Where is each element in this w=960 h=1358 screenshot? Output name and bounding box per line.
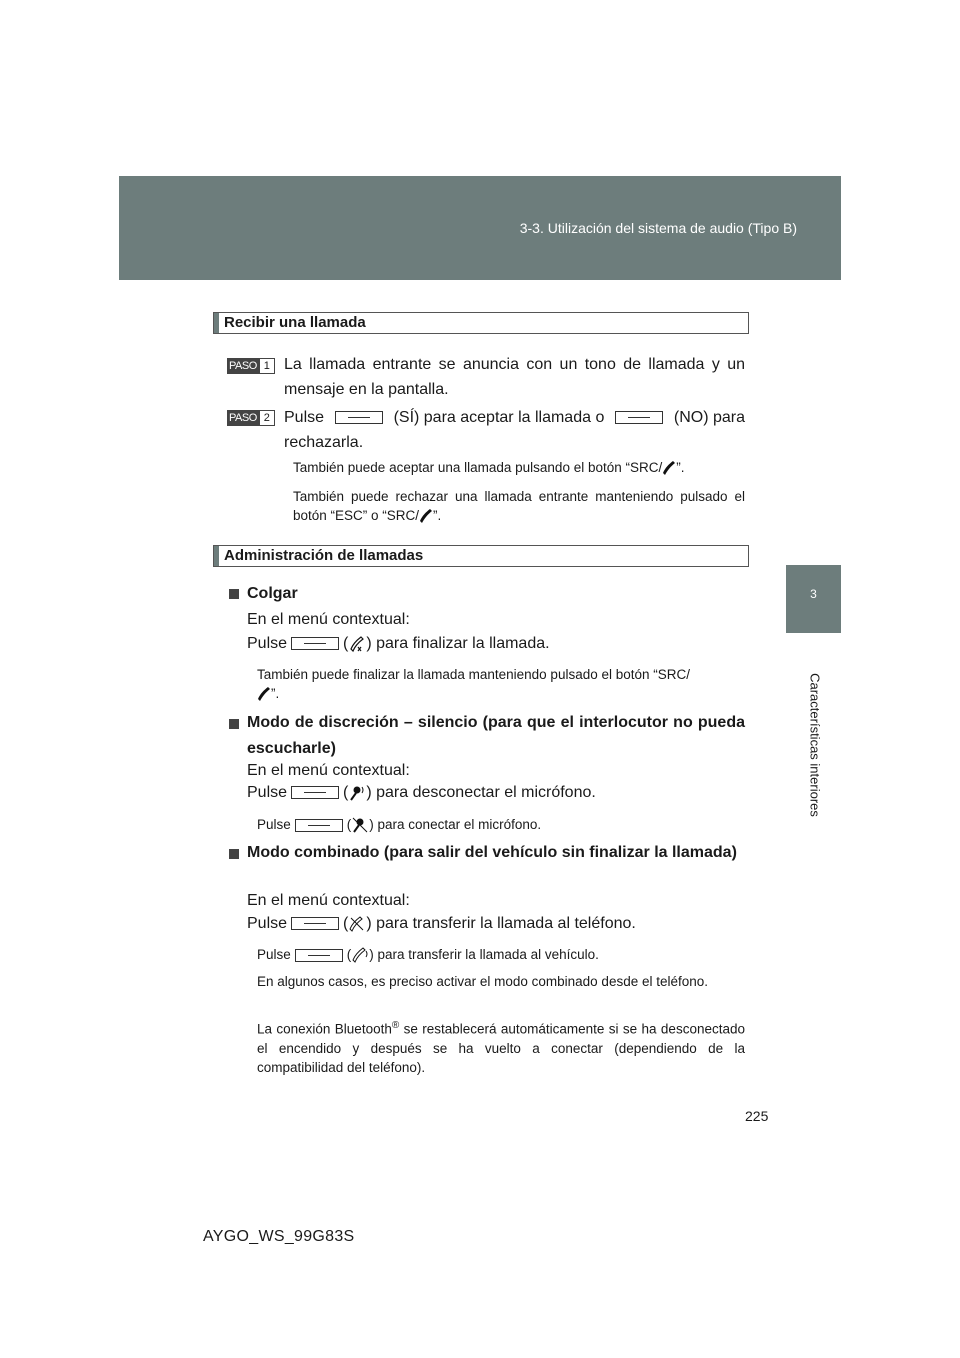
step-word: PASO [229, 360, 257, 372]
combinado-context: En el menú contextual: [247, 892, 410, 909]
paren: ( [346, 947, 352, 962]
microphone-muted-icon [351, 816, 369, 834]
step-word: PASO [229, 412, 257, 424]
combinado-note1 [257, 945, 599, 964]
step2-post: (NO) para [673, 409, 745, 426]
discrecion-note [257, 815, 541, 834]
paren: ( [343, 784, 349, 801]
step2-line1 [284, 405, 745, 430]
step1-text: La llamada entrante se anuncia con un tono de llamada y un mensaje en la pantalla. [284, 356, 745, 398]
heading-discrecion: Modo de discreción – silencio (para que el interlocutor no pueda escucharle) [247, 714, 745, 757]
soft-key [291, 786, 339, 799]
section-title-text: Administración de llamadas [224, 547, 424, 564]
bullet-square [229, 589, 239, 599]
heading-combinado: Modo combinado (para salir del vehículo sin finalizar la llamada) [247, 844, 737, 861]
soft-key-no [615, 411, 663, 424]
pulse-word: Pulse [247, 635, 288, 652]
phone-icon [419, 508, 433, 524]
chapter-tab: 3 [786, 565, 841, 633]
bluetooth-rest: se restablecerá automáticamente si se ha desconectado el encendido y después se ha vuelto a conectar (dependiendo de la compatibilidad del teléfono). [257, 1021, 745, 1075]
registered-mark: ® [391, 1020, 400, 1031]
soft-key-si [335, 411, 383, 424]
phone-icon [662, 460, 676, 476]
microphone-icon [348, 784, 366, 802]
paren: ( [346, 817, 352, 832]
combinado-note3 [257, 1016, 745, 1077]
colgar-instruction [247, 631, 550, 656]
pulse-word: Pulse [257, 817, 291, 832]
note-accept-text: También puede aceptar una llamada pulsando el botón “SRC/ [293, 460, 663, 475]
colgar-note [257, 665, 745, 703]
combinado-note1-action: ) para transferir la llamada al vehículo. [369, 947, 599, 962]
discrecion-action: ) para desconectar el micrófono. [366, 784, 596, 801]
paren: ( [343, 635, 349, 652]
handset-transfer-icon [348, 915, 366, 933]
discrecion-instruction [247, 780, 596, 805]
step-badge-1 [227, 358, 279, 374]
step2-pulse: Pulse [284, 409, 325, 426]
combinado-instruction [247, 911, 636, 936]
colgar-note-end: ”. [271, 686, 280, 701]
chapter-side-label [770, 660, 860, 830]
chapter-side-label-text: Características interiores [807, 673, 823, 817]
paren: ( [343, 915, 349, 932]
heading-colgar: Colgar [247, 585, 298, 602]
soft-key [291, 637, 339, 650]
step2-mid: (SÍ) para aceptar la llamada o [393, 409, 605, 426]
hang-up-icon [348, 635, 366, 653]
section-title-text: Recibir una llamada [224, 314, 366, 331]
note-accept [293, 458, 745, 477]
step2-line2: rechazarla. [284, 434, 364, 451]
handset-icon [351, 946, 369, 964]
section-title-administracion [213, 545, 749, 567]
bluetooth-text: La conexión Bluetooth [257, 1021, 392, 1037]
pulse-word: Pulse [257, 947, 291, 962]
step-badge-2 [227, 410, 279, 426]
pulse-word: Pulse [247, 784, 288, 801]
discrecion-note-action: ) para conectar el micrófono. [369, 817, 542, 832]
chapter-title: 3-3. Utilización del sistema de audio (Tipo B) [519, 220, 797, 236]
step-number: 1 [259, 358, 275, 374]
chapter-header [119, 176, 841, 280]
section-title-recibir [213, 312, 749, 334]
bullet-square [229, 719, 239, 729]
colgar-action: ) para finalizar la llamada. [366, 635, 550, 652]
page-number: 225 [745, 1108, 769, 1124]
soft-key [295, 949, 343, 962]
discrecion-context: En el menú contextual: [247, 762, 410, 779]
note-reject [293, 487, 745, 525]
document-code: AYGO_WS_99G83S [203, 1228, 355, 1245]
colgar-context: En el menú contextual: [247, 611, 410, 628]
combinado-action: ) para transferir la llamada al teléfono. [366, 915, 636, 932]
soft-key [291, 917, 339, 930]
bullet-square [229, 849, 239, 859]
pulse-word: Pulse [247, 915, 288, 932]
combinado-note2: En algunos casos, es preciso activar el modo combinado desde el teléfono. [257, 974, 709, 989]
step-number: 2 [259, 410, 275, 426]
note-reject-end: ”. [433, 508, 442, 523]
phone-icon [257, 686, 271, 702]
note-accept-end: ”. [676, 460, 685, 475]
colgar-note-text: También puede finalizar la llamada manteniendo pulsado el botón “SRC/ [257, 667, 691, 682]
note-reject-text: También puede rechazar una llamada entrante manteniendo pulsado el botón “ESC” o “SRC/ [293, 489, 745, 523]
soft-key [295, 819, 343, 832]
